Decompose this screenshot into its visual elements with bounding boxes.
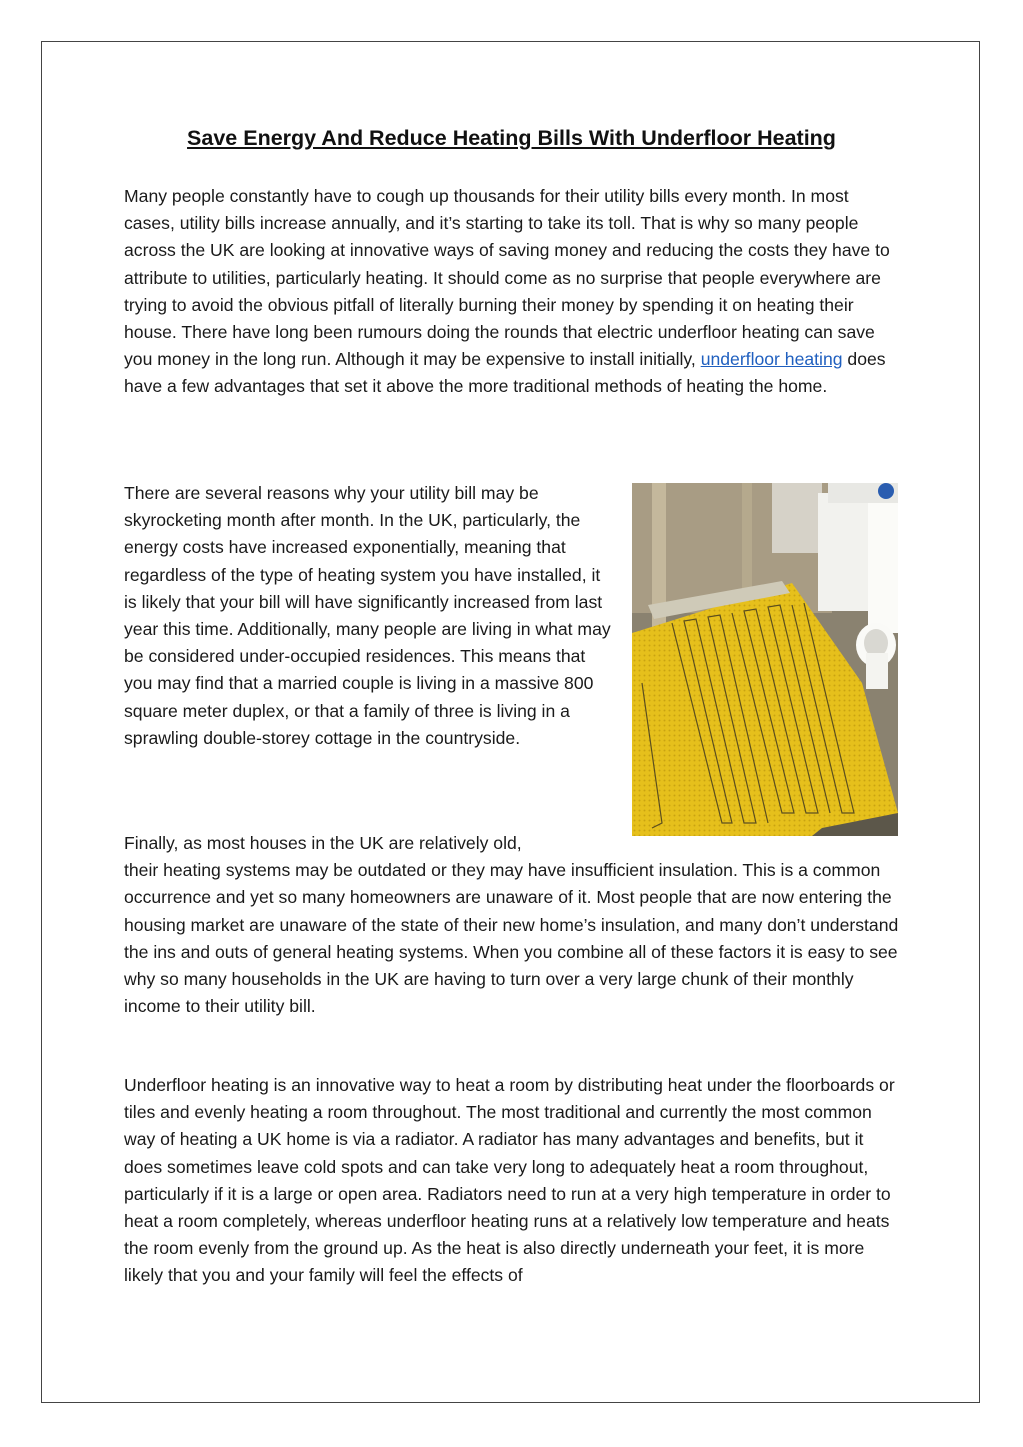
- paragraph-insulation: [124, 830, 900, 1020]
- paragraph-intro-tail: does have a few advantages that set it above the more traditional methods of heating the home.: [124, 349, 886, 397]
- underfloor-heating-photo-art: [632, 483, 898, 836]
- underfloor-heating-photo: [632, 483, 898, 836]
- document-title: Save Energy And Reduce Heating Bills With Underfloor Heating: [187, 126, 836, 150]
- paragraph-insulation-text: their heating systems may be outdated or they may have insufficient insulation. This is a common occurrence and yet so many homeowners are unaware of it. Most people that are now entering the housing market are unaware of the state of their new home’s insulation, and many don’t understand the ins and outs of general heating systems. When you combine all of these factors it is easy to see why so many households in the UK are having to turn over a very large chunk of their monthly income to their utility bill.: [124, 860, 899, 1017]
- paragraph-reasons: There are several reasons why your utility bill may be skyrocketing month after month. In the UK, particularly, the energy costs have increased exponentially, meaning that regardless of the type of heating system you have installed, it is likely that your bill will have significantly increased from last year this time. Additionally, many people are living in what may be considered under-occupied residences. This means that you may find that a married couple is living in a massive 800 square meter duplex, or that a family of three is living in a sprawling double-storey cottage in the countryside.: [124, 483, 611, 748]
- paragraph-intro: [124, 183, 900, 401]
- paragraph-insulation-line1: Finally, as most houses in the UK are relatively old,: [124, 833, 522, 853]
- underfloor-heating-link[interactable]: underfloor heating: [700, 349, 843, 370]
- paragraph-how-it-works: Underfloor heating is an innovative way to heat a room by distributing heat under the floorboards or tiles and evenly heating a room throughout. The most traditional and currently the most common way of heating a UK home is via a radiator. A radiator has many advantages and benefits, but it does sometimes leave cold spots and can take very long to adequately heat a room throughout, particularly if it is a large or open area. Radiators need to run at a very high temperature in order to heat a room completely, whereas underfloor heating runs at a relatively low temperature and heats the room evenly from the ground up. As the heat is also directly underneath your feet, it is more likely that you and your family will feel the effects of: [124, 1075, 895, 1286]
- paragraph-intro-text: Many people constantly have to cough up thousands for their utility bills every month. In most cases, utility bills increase annually, and it’s starting to take its toll. That is why so many people across the UK are looking at innovative ways of saving money and reducing the costs they have to attribute to utilities, particularly heating. It should come as no surprise that people everywhere are trying to avoid the obvious pitfall of literally burning their money by spending it on heating their house. There have long been rumours doing the rounds that electric underfloor heating can save you money in the long run. Although it may be expensive to install initially,: [124, 186, 890, 370]
